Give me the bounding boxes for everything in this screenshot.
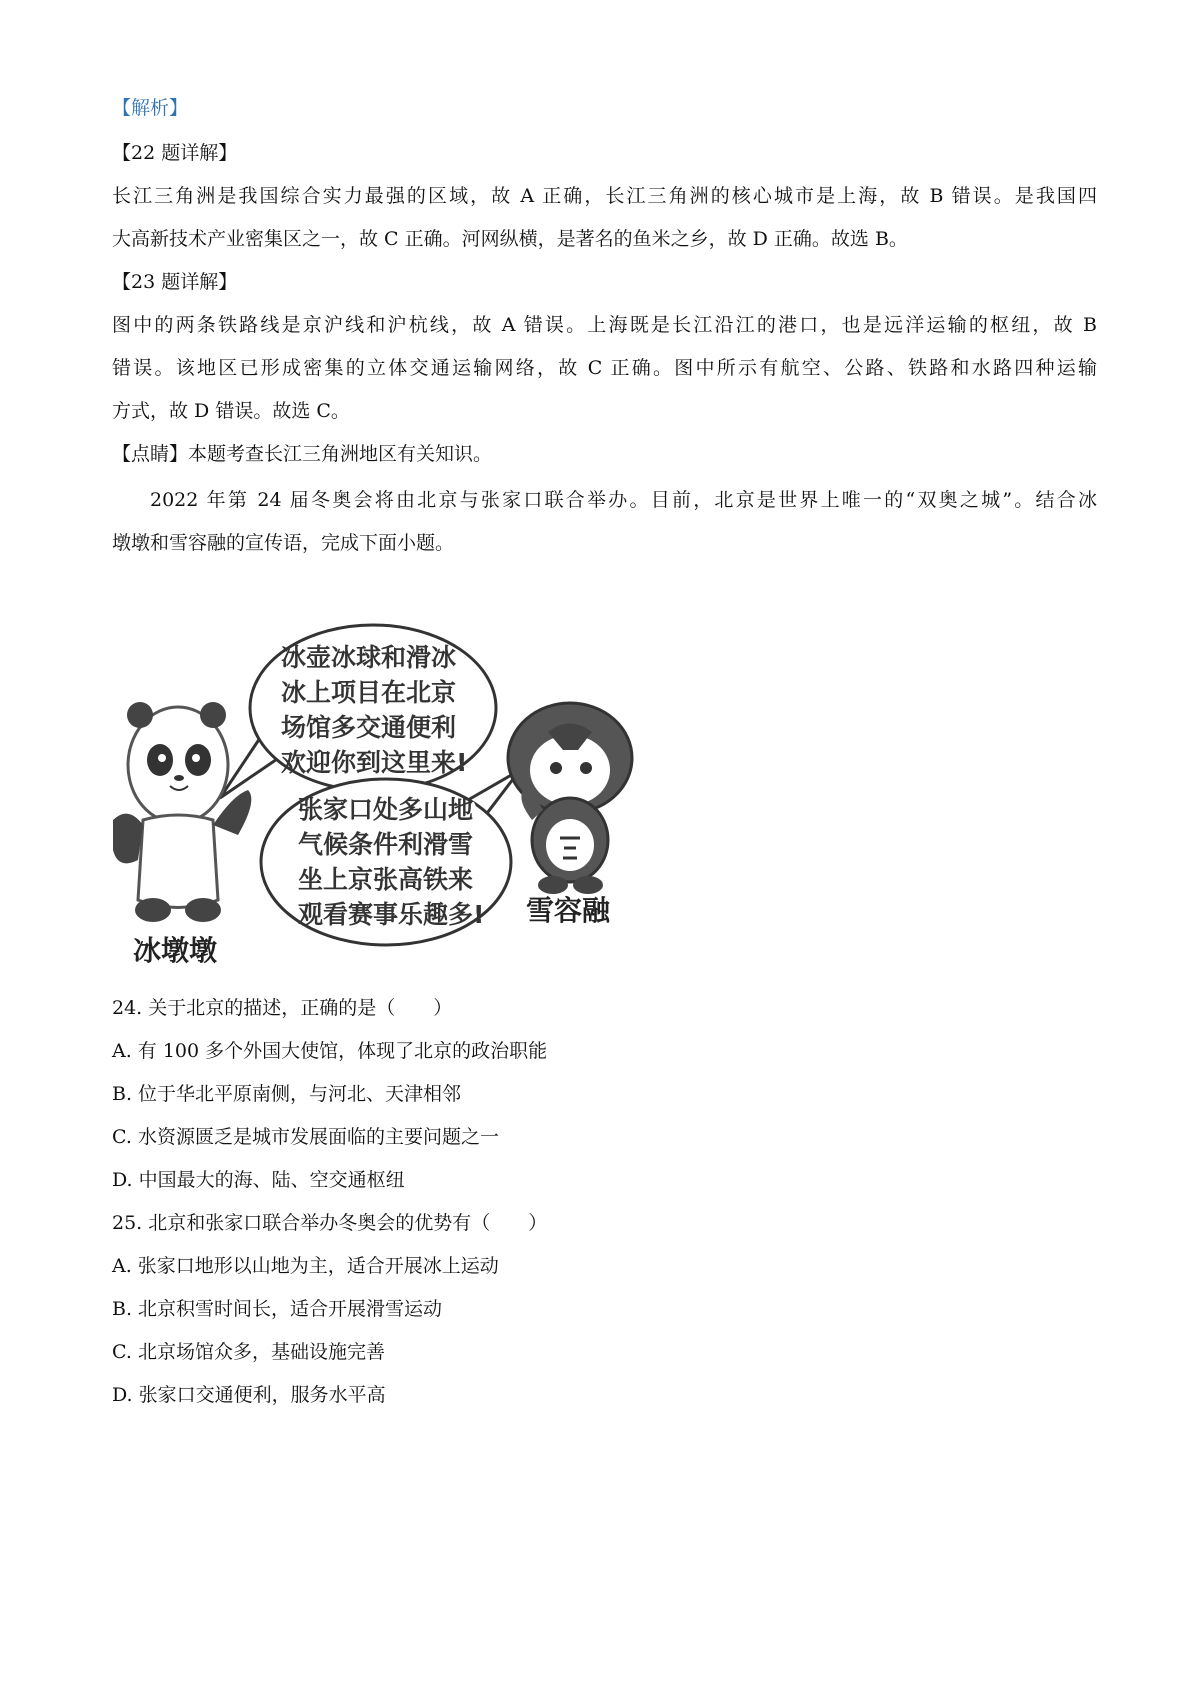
- bubble1-line-2: 冰上项目在北京: [281, 678, 457, 707]
- bubble1-line-4: 欢迎你到这里来!: [281, 748, 468, 777]
- shueyrhonrhon-name: 雪容融: [526, 894, 611, 927]
- q25-option-a: A. 张家口地形以山地为主，适合开展冰上运动: [112, 1255, 499, 1277]
- bubble1-line-3: 场馆多交通便利: [281, 713, 457, 742]
- bubble2-line-2: 气候条件利滑雪: [298, 830, 474, 859]
- q22-title: 【22 题详解】: [112, 142, 238, 164]
- q22-line-2: 大高新技术产业密集区之一，故 C 正确。河网纵横，是著名的鱼米之乡，故 D 正确。故选 B。: [112, 228, 908, 250]
- q24-option-a: A. 有 100 多个外国大使馆，体现了北京的政治职能: [112, 1040, 548, 1062]
- q25-stem: 25. 北京和张家口联合举办冬奥会的优势有（ ）: [112, 1212, 548, 1234]
- q23-line-2: 错误。该地区已形成密集的立体交通运输网络，故 C 正确。图中所示有航空、公路、铁路和水路四种运输: [112, 357, 1097, 379]
- q25-option-d: D. 张家口交通便利，服务水平高: [112, 1384, 386, 1406]
- q25-option-b: B. 北京积雪时间长，适合开展滑雪运动: [112, 1298, 443, 1320]
- q23-line-3: 方式，故 D 错误。故选 C。: [112, 400, 350, 422]
- analysis-header: 【解析】: [112, 97, 189, 119]
- bubble2-line-1: 张家口处多山地: [298, 795, 474, 824]
- q23-title: 【23 题详解】: [112, 271, 238, 293]
- bubble1-line-1: 冰壶冰球和滑冰: [281, 643, 457, 672]
- q24-option-d: D. 中国最大的海、陆、空交通枢纽: [112, 1169, 405, 1191]
- q24-option-c: C. 水资源匮乏是城市发展面临的主要问题之一: [112, 1126, 499, 1148]
- bubble2-line-3: 坐上京张高铁来: [298, 865, 474, 894]
- speech-bubble-shueyrhonrhon: [261, 770, 520, 945]
- q23-line-1: 图中的两条铁路线是京沪线和沪杭线，故 A 错误。上海既是长江沿江的港口，也是远洋运输的枢纽，故 B: [112, 314, 1097, 336]
- key-point-note: 【点睛】本题考查长江三角洲地区有关知识。: [112, 443, 493, 465]
- q22-line-1: 长江三角洲是我国综合实力最强的区域，故 A 正确，长江三角洲的核心城市是上海，故 B 错误。是我国四: [112, 185, 1097, 207]
- speech-bubble-bingdwendwen: [220, 625, 496, 798]
- shueyrhonrhon-mascot: [508, 703, 632, 927]
- bubble2-line-4: 观看赛事乐趣多!: [298, 900, 485, 929]
- q25-option-c: C. 北京场馆众多，基础设施完善: [112, 1341, 385, 1363]
- intro-line-2: 墩墩和雪容融的宣传语，完成下面小题。: [112, 532, 455, 554]
- intro-line-1: 2022 年第 24 届冬奥会将由北京与张家口联合举办。目前，北京是世界上唯一的“双奥之城”。结合冰: [150, 489, 1097, 511]
- mascot-figure: [108, 620, 693, 1020]
- mascot-illustration: [108, 620, 693, 1020]
- q24-stem: 24. 关于北京的描述，正确的是（ ）: [112, 997, 453, 1019]
- bingdwendwen-name: 冰墩墩: [133, 934, 218, 967]
- q24-option-b: B. 位于华北平原南侧，与河北、天津相邻: [112, 1083, 462, 1105]
- bingdwendwen-mascot: [113, 702, 251, 967]
